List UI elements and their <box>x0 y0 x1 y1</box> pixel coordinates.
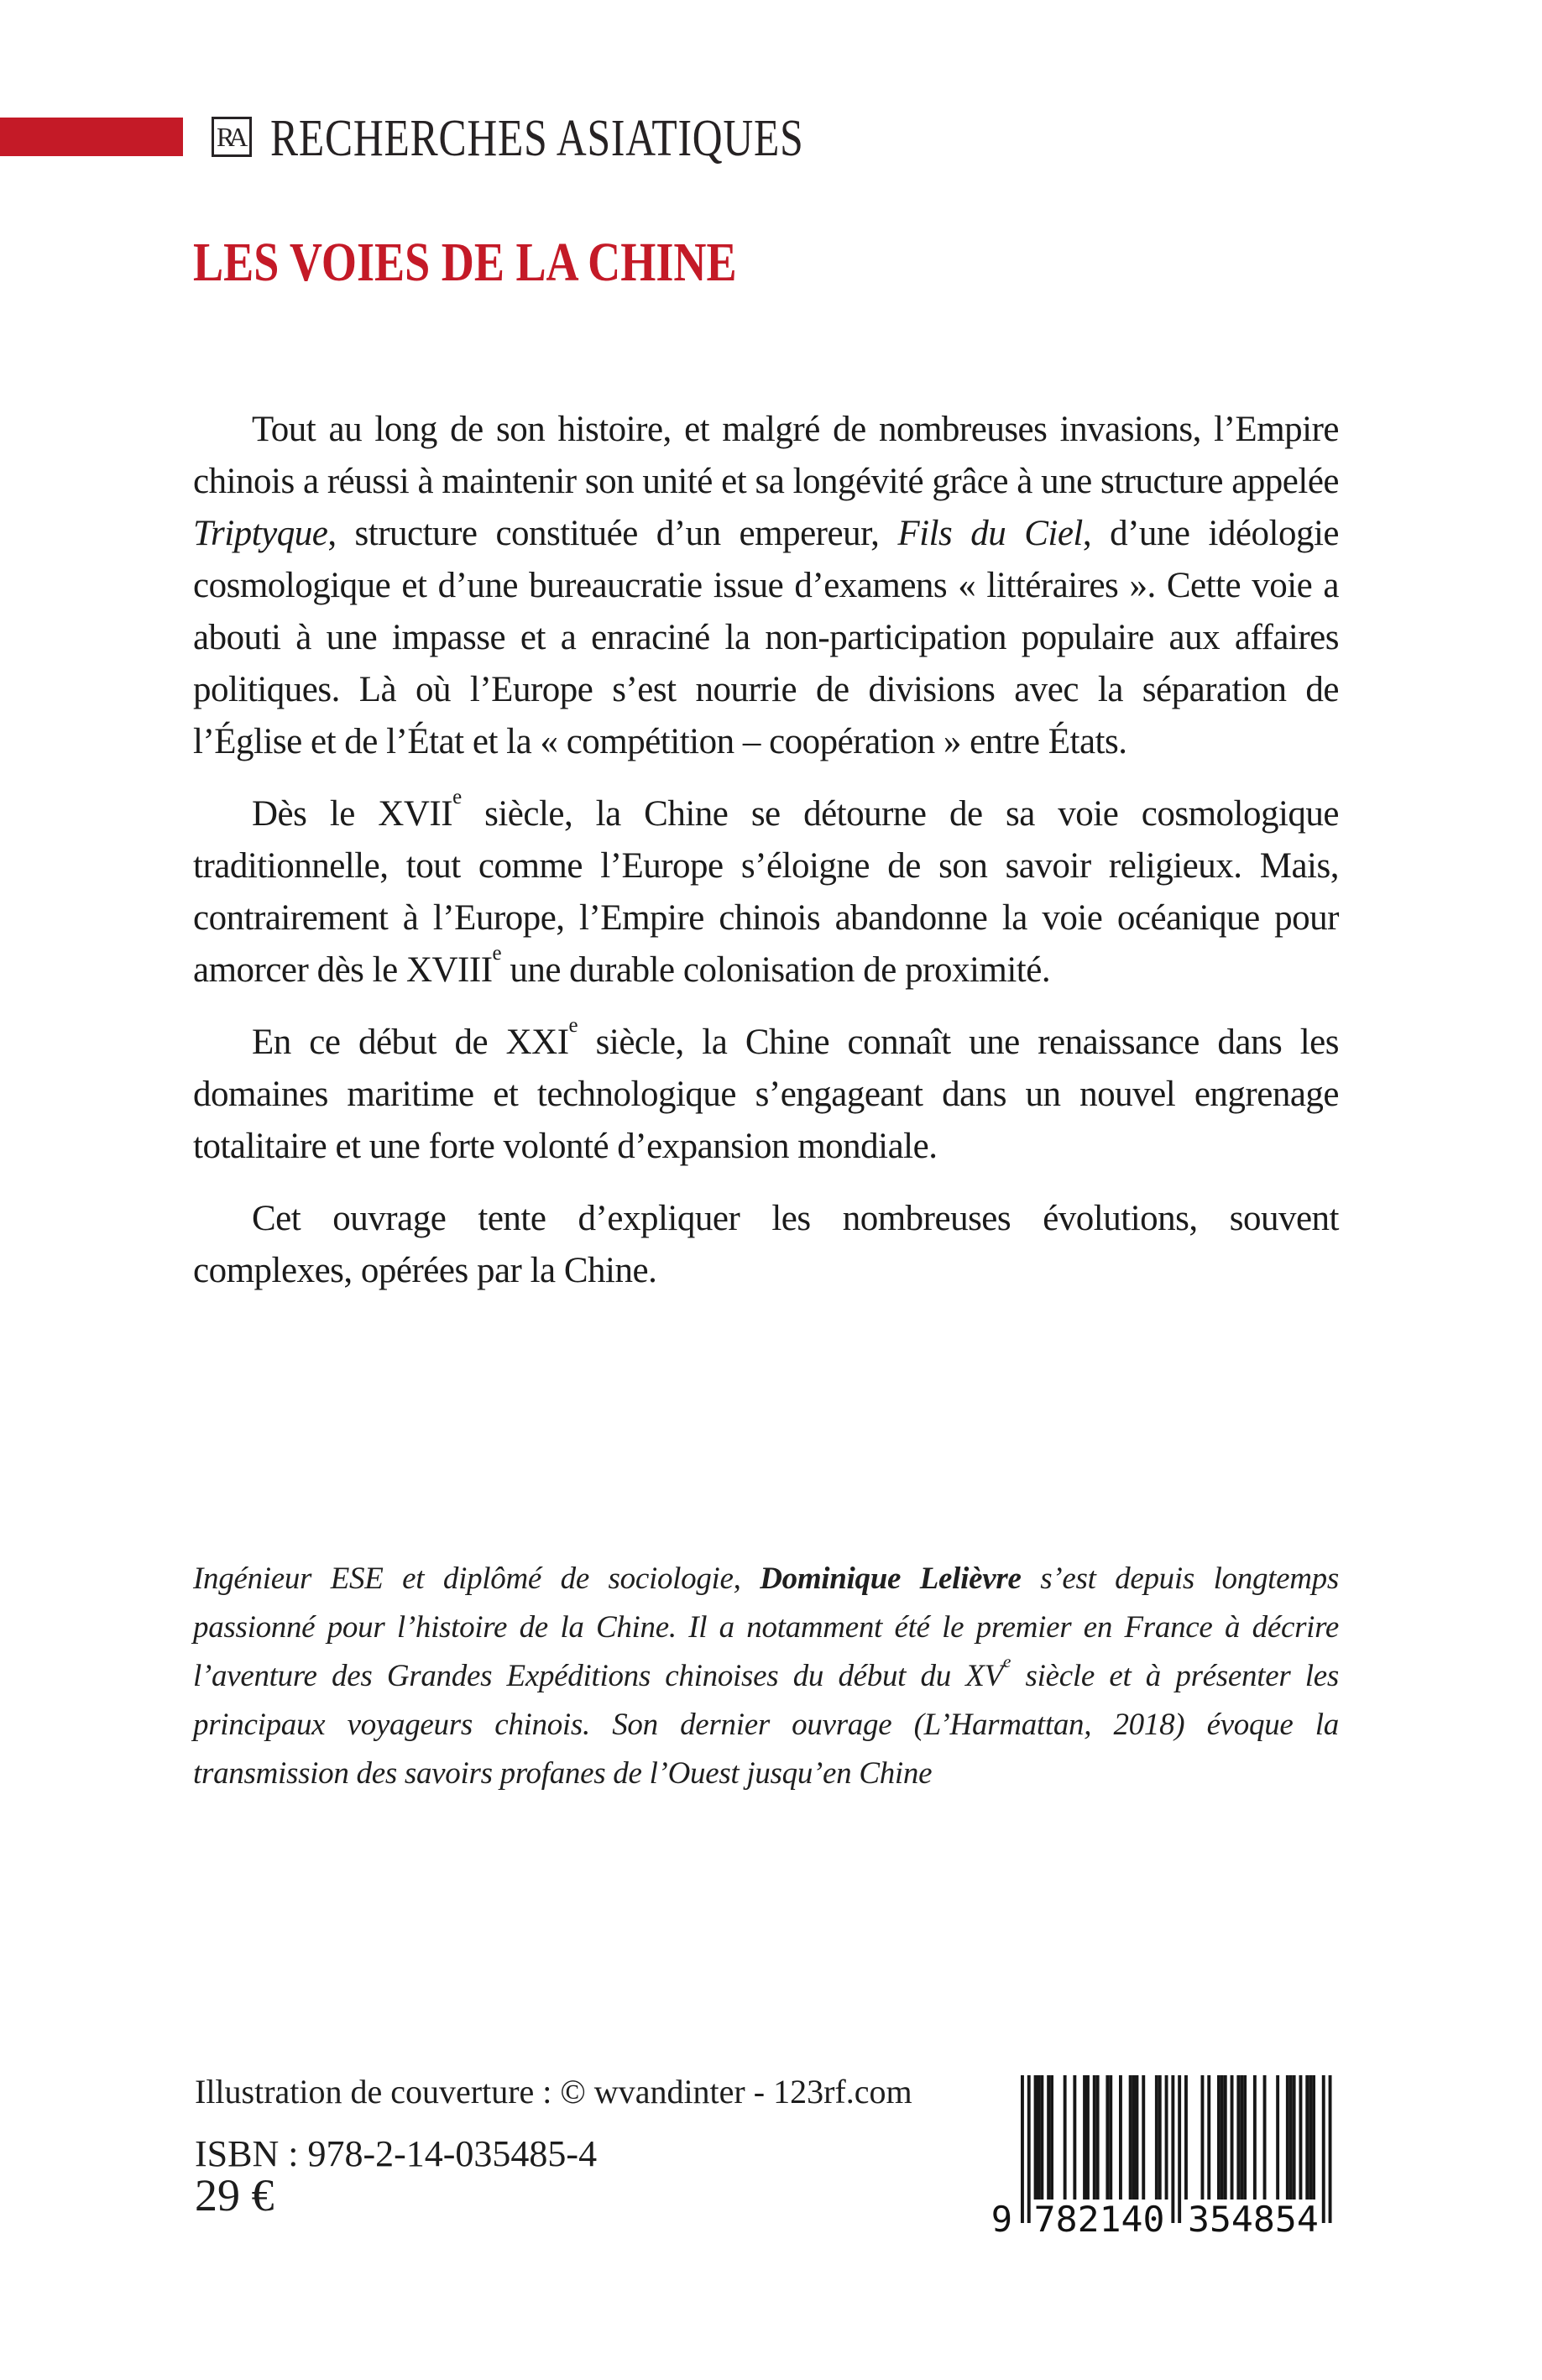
svg-text:354854: 354854 <box>1188 2199 1319 2240</box>
barcode-bars <box>985 2075 1339 2243</box>
price: 29 € <box>195 2170 274 2220</box>
isbn: ISBN : 978-2-14-035485-4 <box>195 2133 598 2174</box>
svg-text:782140: 782140 <box>1033 2199 1165 2240</box>
collection-name: RECHERCHES ASIATIQUES <box>270 110 804 167</box>
ean13-barcode <box>985 2075 1338 2243</box>
collection-accent-bar <box>0 118 183 156</box>
synopsis-paragraph-4: Cet ouvrage tente d’expliquer les nombreuses évolutions, souvent complexes, opérées par la Chine. <box>193 1199 1339 1290</box>
synopsis-paragraph-2: Dès le XVIIe siècle, la Chine se détourne de sa voie cosmologique traditionnelle, tout comme l’Europe s’éloigne de son savoir religieux. Mais, contrairement à l’Europe, l’Empire chinois abandonne la voie océanique pour amorcer dès le XVIIIe une durable colonisation de proximité. <box>193 786 1339 990</box>
synopsis <box>193 404 1339 1317</box>
book-title-text: LES VOIES DE LA CHINE <box>193 232 737 293</box>
collection-logo <box>212 117 252 157</box>
cover-illustration-credit: Illustration de couverture : © wvandinter - 123rf.com <box>195 2073 912 2111</box>
author-bio: Ingénieur ESE et diplômé de sociologie, Dominique Lelièvre s’est depuis longtemps passionné pour l’histoire de la Chine. Il a notamment été le premier en France à décrire l’aventure des Grandes Expéditions chinoises du début du XVe siècle et à présenter les principaux voyageurs chinois. Son dernier ouvrage (L’Harmattan, 2018) évoque la transmission des savoirs profanes de l’Ouest jusqu’en Chine <box>193 1561 1339 1791</box>
svg-text:9: 9 <box>991 2199 1012 2240</box>
book-title <box>193 232 856 293</box>
synopsis-paragraph-1: Tout au long de son histoire, et malgré de nombreuses invasions, l’Empire chinois a réussi à maintenir son unité et sa longévité grâce à une structure appelée Triptyque, structure constituée d’un empereur, Fils du Ciel, d’une idéologie cosmologique et d’une bureaucratie issue d’examens « littéraires ». Cette voie a abouti à une impasse et a enraciné la non-participation populaire aux affaires politiques. Là où l’Europe s’est nourrie de divisions avec la séparation de l’Église et de l’État et la « compétition – coopération » entre États. <box>193 410 1339 761</box>
collection-logo-monogram: RA <box>216 122 243 152</box>
synopsis-paragraph-3: En ce début de XXIe siècle, la Chine connaît une renaissance dans les domaines maritime et technologique s’engageant dans un nouvel engrenage totalitaire et une forte volonté d’expansion mondiale. <box>193 1014 1340 1166</box>
